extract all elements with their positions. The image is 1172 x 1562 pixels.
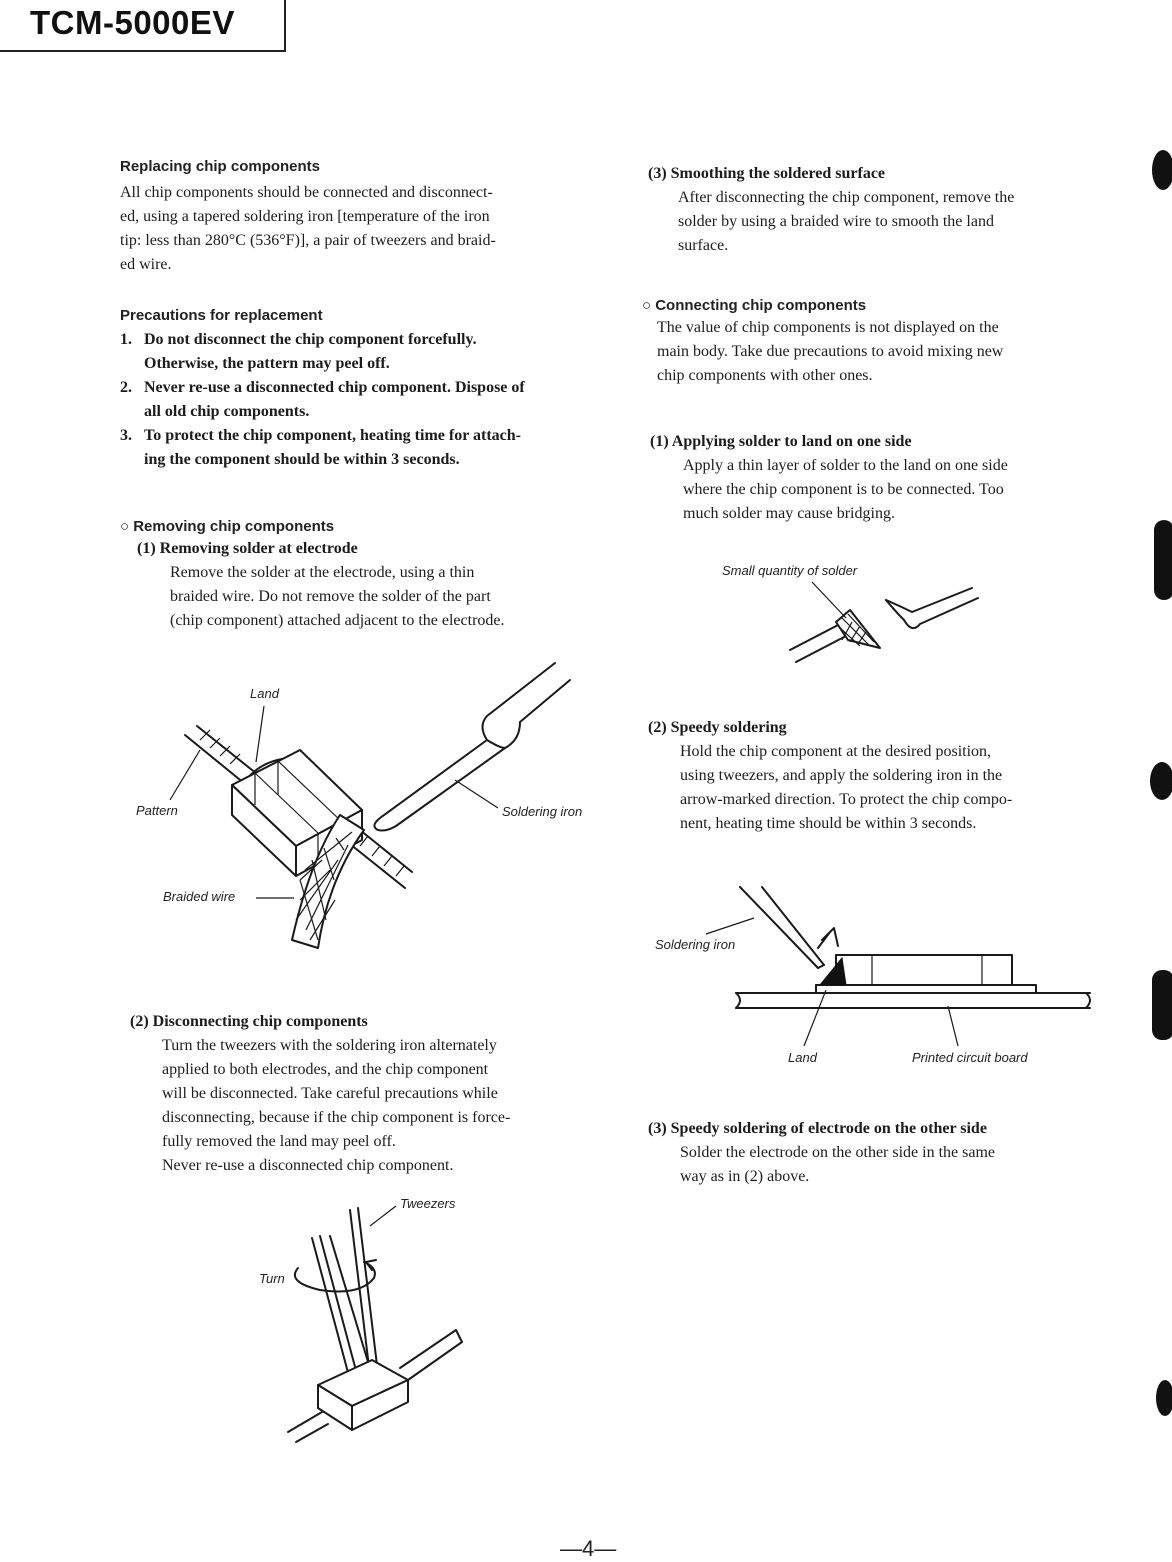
disconnecting-line: will be disconnected. Take careful precautions while xyxy=(162,1085,498,1102)
applying-line: Apply a thin layer of solder to the land on one side xyxy=(683,457,1008,474)
page-number: —4— xyxy=(560,1536,617,1561)
label-braided-wire: Braided wire xyxy=(163,889,236,904)
precaution-line: ing the component should be within 3 seconds. xyxy=(144,451,460,468)
replacing-line: ed wire. xyxy=(120,256,172,273)
replacing-line: tip: less than 280°C (536°F)], a pair of tweezers and braid- xyxy=(120,232,496,249)
removing-step1-line: (chip component) attached adjacent to the electrode. xyxy=(170,612,505,629)
smoothing-line: solder by using a braided wire to smooth the land xyxy=(678,213,994,230)
precaution-line: Otherwise, the pattern may peel off. xyxy=(144,355,390,372)
precaution-line: Never re-use a disconnected chip component. Dispose of xyxy=(144,379,525,396)
disconnecting-line: Turn the tweezers with the soldering iron alternately xyxy=(162,1037,497,1054)
label-small-quantity: Small quantity of solder xyxy=(722,563,858,578)
binder-hole-mark xyxy=(1150,762,1172,800)
removing-step1-title: (1) Removing solder at electrode xyxy=(137,540,358,557)
speedy-line: Hold the chip component at the desired position, xyxy=(680,743,992,760)
precaution-number: 3. xyxy=(120,427,132,444)
disconnecting-line: applied to both electrodes, and the chip component xyxy=(162,1061,489,1078)
binder-hole-mark xyxy=(1152,970,1172,1040)
removing-step1-line: braided wire. Do not remove the solder of the part xyxy=(170,588,491,605)
label-printed-circuit-board: Printed circuit board xyxy=(912,1050,1028,1065)
connecting-line: chip components with other ones. xyxy=(657,367,873,384)
smoothing-line: surface. xyxy=(678,237,729,254)
replacing-line: ed, using a tapered soldering iron [temperature of the iron xyxy=(120,208,490,225)
precaution-line: all old chip components. xyxy=(144,403,310,420)
disconnecting-line: fully removed the land may peel off. xyxy=(162,1133,396,1150)
replacing-line: All chip components should be connected and disconnect- xyxy=(120,184,493,201)
precaution-number: 2. xyxy=(120,379,132,396)
heading-precautions: Precautions for replacement xyxy=(120,307,323,324)
heading-connecting: ○ Connecting chip components xyxy=(642,297,867,314)
disconnecting-line: disconnecting, because if the chip component is force- xyxy=(162,1109,511,1126)
precaution-line: To protect the chip component, heating time for attach- xyxy=(144,427,521,444)
speedy-line: nent, heating time should be within 3 seconds. xyxy=(680,815,977,832)
applying-line: where the chip component is to be connected. Too xyxy=(683,481,1004,498)
model-title: TCM-5000EV xyxy=(30,4,235,41)
label-soldering-iron: Soldering iron xyxy=(502,804,583,819)
applying-line: much solder may cause bridging. xyxy=(683,505,895,522)
label-turn: Turn xyxy=(259,1271,285,1286)
removing-step1-line: Remove the solder at the electrode, using a thin xyxy=(170,564,475,581)
binder-hole-mark xyxy=(1152,150,1172,190)
smoothing-title: (3) Smoothing the soldered surface xyxy=(648,165,886,182)
label-pattern: Pattern xyxy=(136,803,178,818)
label-tweezers: Tweezers xyxy=(400,1196,456,1211)
other-side-line: way as in (2) above. xyxy=(680,1168,810,1185)
heading-removing: ○ Removing chip components xyxy=(120,518,335,535)
disconnecting-line: Never re-use a disconnected chip component. xyxy=(162,1157,454,1174)
binder-hole-mark xyxy=(1154,520,1172,600)
other-side-line: Solder the electrode on the other side in the same xyxy=(680,1144,996,1161)
label-soldering-iron-pcb: Soldering iron xyxy=(655,937,736,952)
section-other-side xyxy=(648,1117,1128,1189)
speedy-line: using tweezers, and apply the soldering iron in the xyxy=(680,767,1003,784)
disconnecting-title: (2) Disconnecting chip components xyxy=(130,1013,368,1030)
speedy-line: arrow-marked direction. To protect the chip compo- xyxy=(680,791,1013,808)
label-land-pcb: Land xyxy=(788,1050,817,1065)
speedy-title: (2) Speedy soldering xyxy=(648,719,787,736)
label-land: Land xyxy=(250,686,279,701)
other-side-title: (3) Speedy soldering of electrode on the other side xyxy=(648,1120,987,1137)
precaution-line: Do not disconnect the chip component forcefully. xyxy=(144,331,477,348)
connecting-line: The value of chip components is not displayed on the xyxy=(657,319,999,336)
heading-replacing: Replacing chip components xyxy=(120,158,321,175)
smoothing-line: After disconnecting the chip component, remove the xyxy=(678,189,1015,206)
precaution-number: 1. xyxy=(120,331,132,348)
applying-title: (1) Applying solder to land on one side xyxy=(650,433,912,450)
binder-hole-mark xyxy=(1156,1380,1172,1416)
connecting-line: main body. Take due precautions to avoid mixing new xyxy=(657,343,1004,360)
